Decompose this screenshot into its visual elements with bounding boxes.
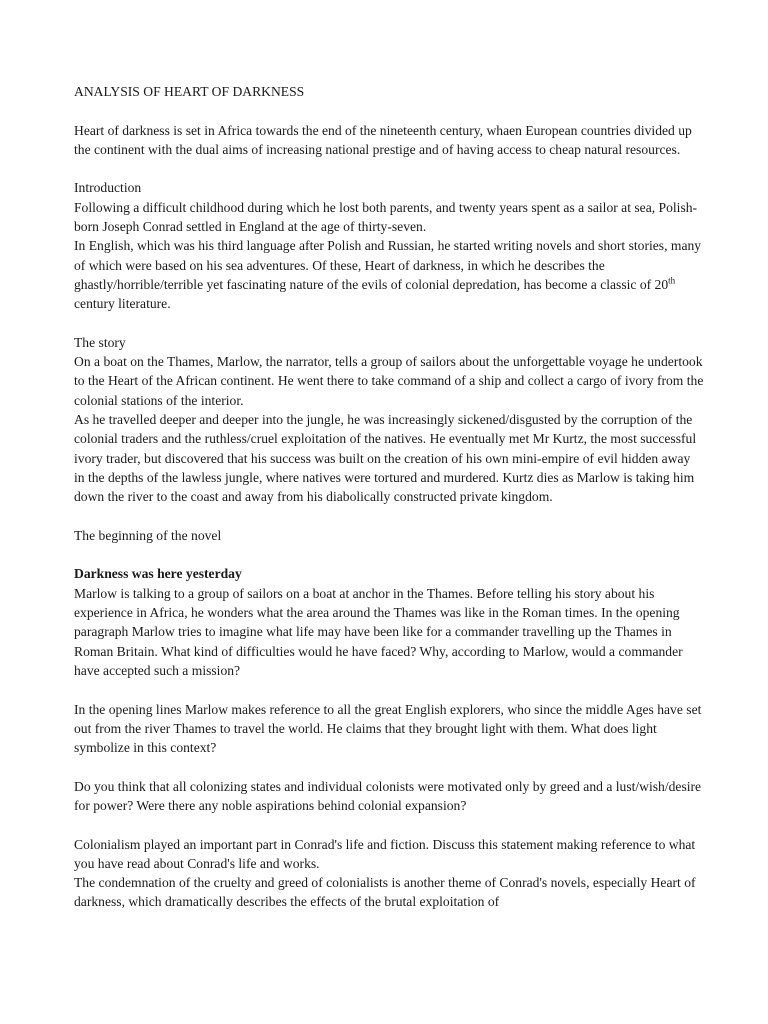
darkness-paragraph-1: Marlow is talking to a group of sailors on a boat at anchor in the Thames. Before telling his story about his experience in Africa, he wonders what the area around the Thames was like in the Roman times. In the opening paragraph Marlow tries to imagine what life may have been like for a commander travelling up the Thames in Roman Britain. What kind of difficulties would he have faced? Why, according to Marlow, would a commander have accepted such a mission? bbox=[74, 585, 683, 678]
introduction-heading: Introduction bbox=[74, 180, 142, 196]
darkness-paragraph-4: Colonialism played an important part in Conrad's life and fiction. Discuss this statement making reference to what you have read about Conrad's life and works. bbox=[74, 836, 696, 871]
introduction-paragraph-2-text: In English, which was his third language after Polish and Russian, he started writing novels and short stories, many of which were based on his sea adventures. Of these, Heart of darkness, in which he describes the ghastly/horrible/terrible yet fascinating nature of the evils of colonial depredation, has become a classic of 20 bbox=[74, 238, 702, 292]
introduction-paragraph-2 bbox=[74, 236, 704, 313]
superscript-th: th bbox=[668, 275, 676, 286]
story-paragraph-1: On a boat on the Thames, Marlow, the narrator, tells a group of sailors about the unforgettable voyage he undertook to the Heart of the African continent. He went there to take command of a ship and collect a cargo of ivory from the colonial stations of the interior. bbox=[74, 354, 704, 408]
document-page bbox=[74, 82, 704, 912]
story-heading: The story bbox=[74, 334, 126, 350]
intro-paragraph: Heart of darkness is set in Africa towards the end of the nineteenth century, whaen European countries divided up the continent with the dual aims of increasing national prestige and of having access to cheap natural resources. bbox=[74, 122, 692, 157]
story-paragraph-2: As he travelled deeper and deeper into the jungle, he was increasingly sickened/disgusted by the corruption of the colonial traders and the ruthless/cruel exploitation of the natives. He eventually met Mr Kurtz, the most successful ivory trader, but discovered that his success was built on the creation of his own mini-empire of evil hidden away in the depths of the lawless jungle, where natives were tortured and murdered. Kurtz dies as Marlow is taking him down the river to the coast and away from his diabolically constructed private kingdom. bbox=[74, 412, 697, 505]
document-title: ANALYSIS OF HEART OF DARKNESS bbox=[74, 84, 305, 99]
darkness-paragraph-3: Do you think that all colonizing states and individual colonists were motivated only by greed and a lust/wish/desire for power? Were there any noble aspirations behind colonial expansion? bbox=[74, 778, 702, 813]
darkness-paragraph-2: In the opening lines Marlow makes reference to all the great English explorers, who since the middle Ages have set out from the river Thames to travel the world. He claims that they brought light with them. What does light symbolize in this context? bbox=[74, 701, 702, 756]
darkness-paragraph-5: The condemnation of the cruelty and greed of colonialists is another theme of Conrad's novels, especially Heart of darkness, which dramatically describes the effects of the brutal exploitation of bbox=[74, 875, 696, 910]
darkness-heading: Darkness was here yesterday bbox=[74, 566, 242, 582]
introduction-paragraph-1: Following a difficult childhood during which he lost both parents, and twenty years spent as a sailor at sea, Polish-born Joseph Conrad settled in England at the age of thirty-seven. bbox=[74, 199, 698, 235]
beginning-heading: The beginning of the novel bbox=[74, 527, 222, 543]
introduction-paragraph-2-end: century literature. bbox=[74, 296, 171, 312]
